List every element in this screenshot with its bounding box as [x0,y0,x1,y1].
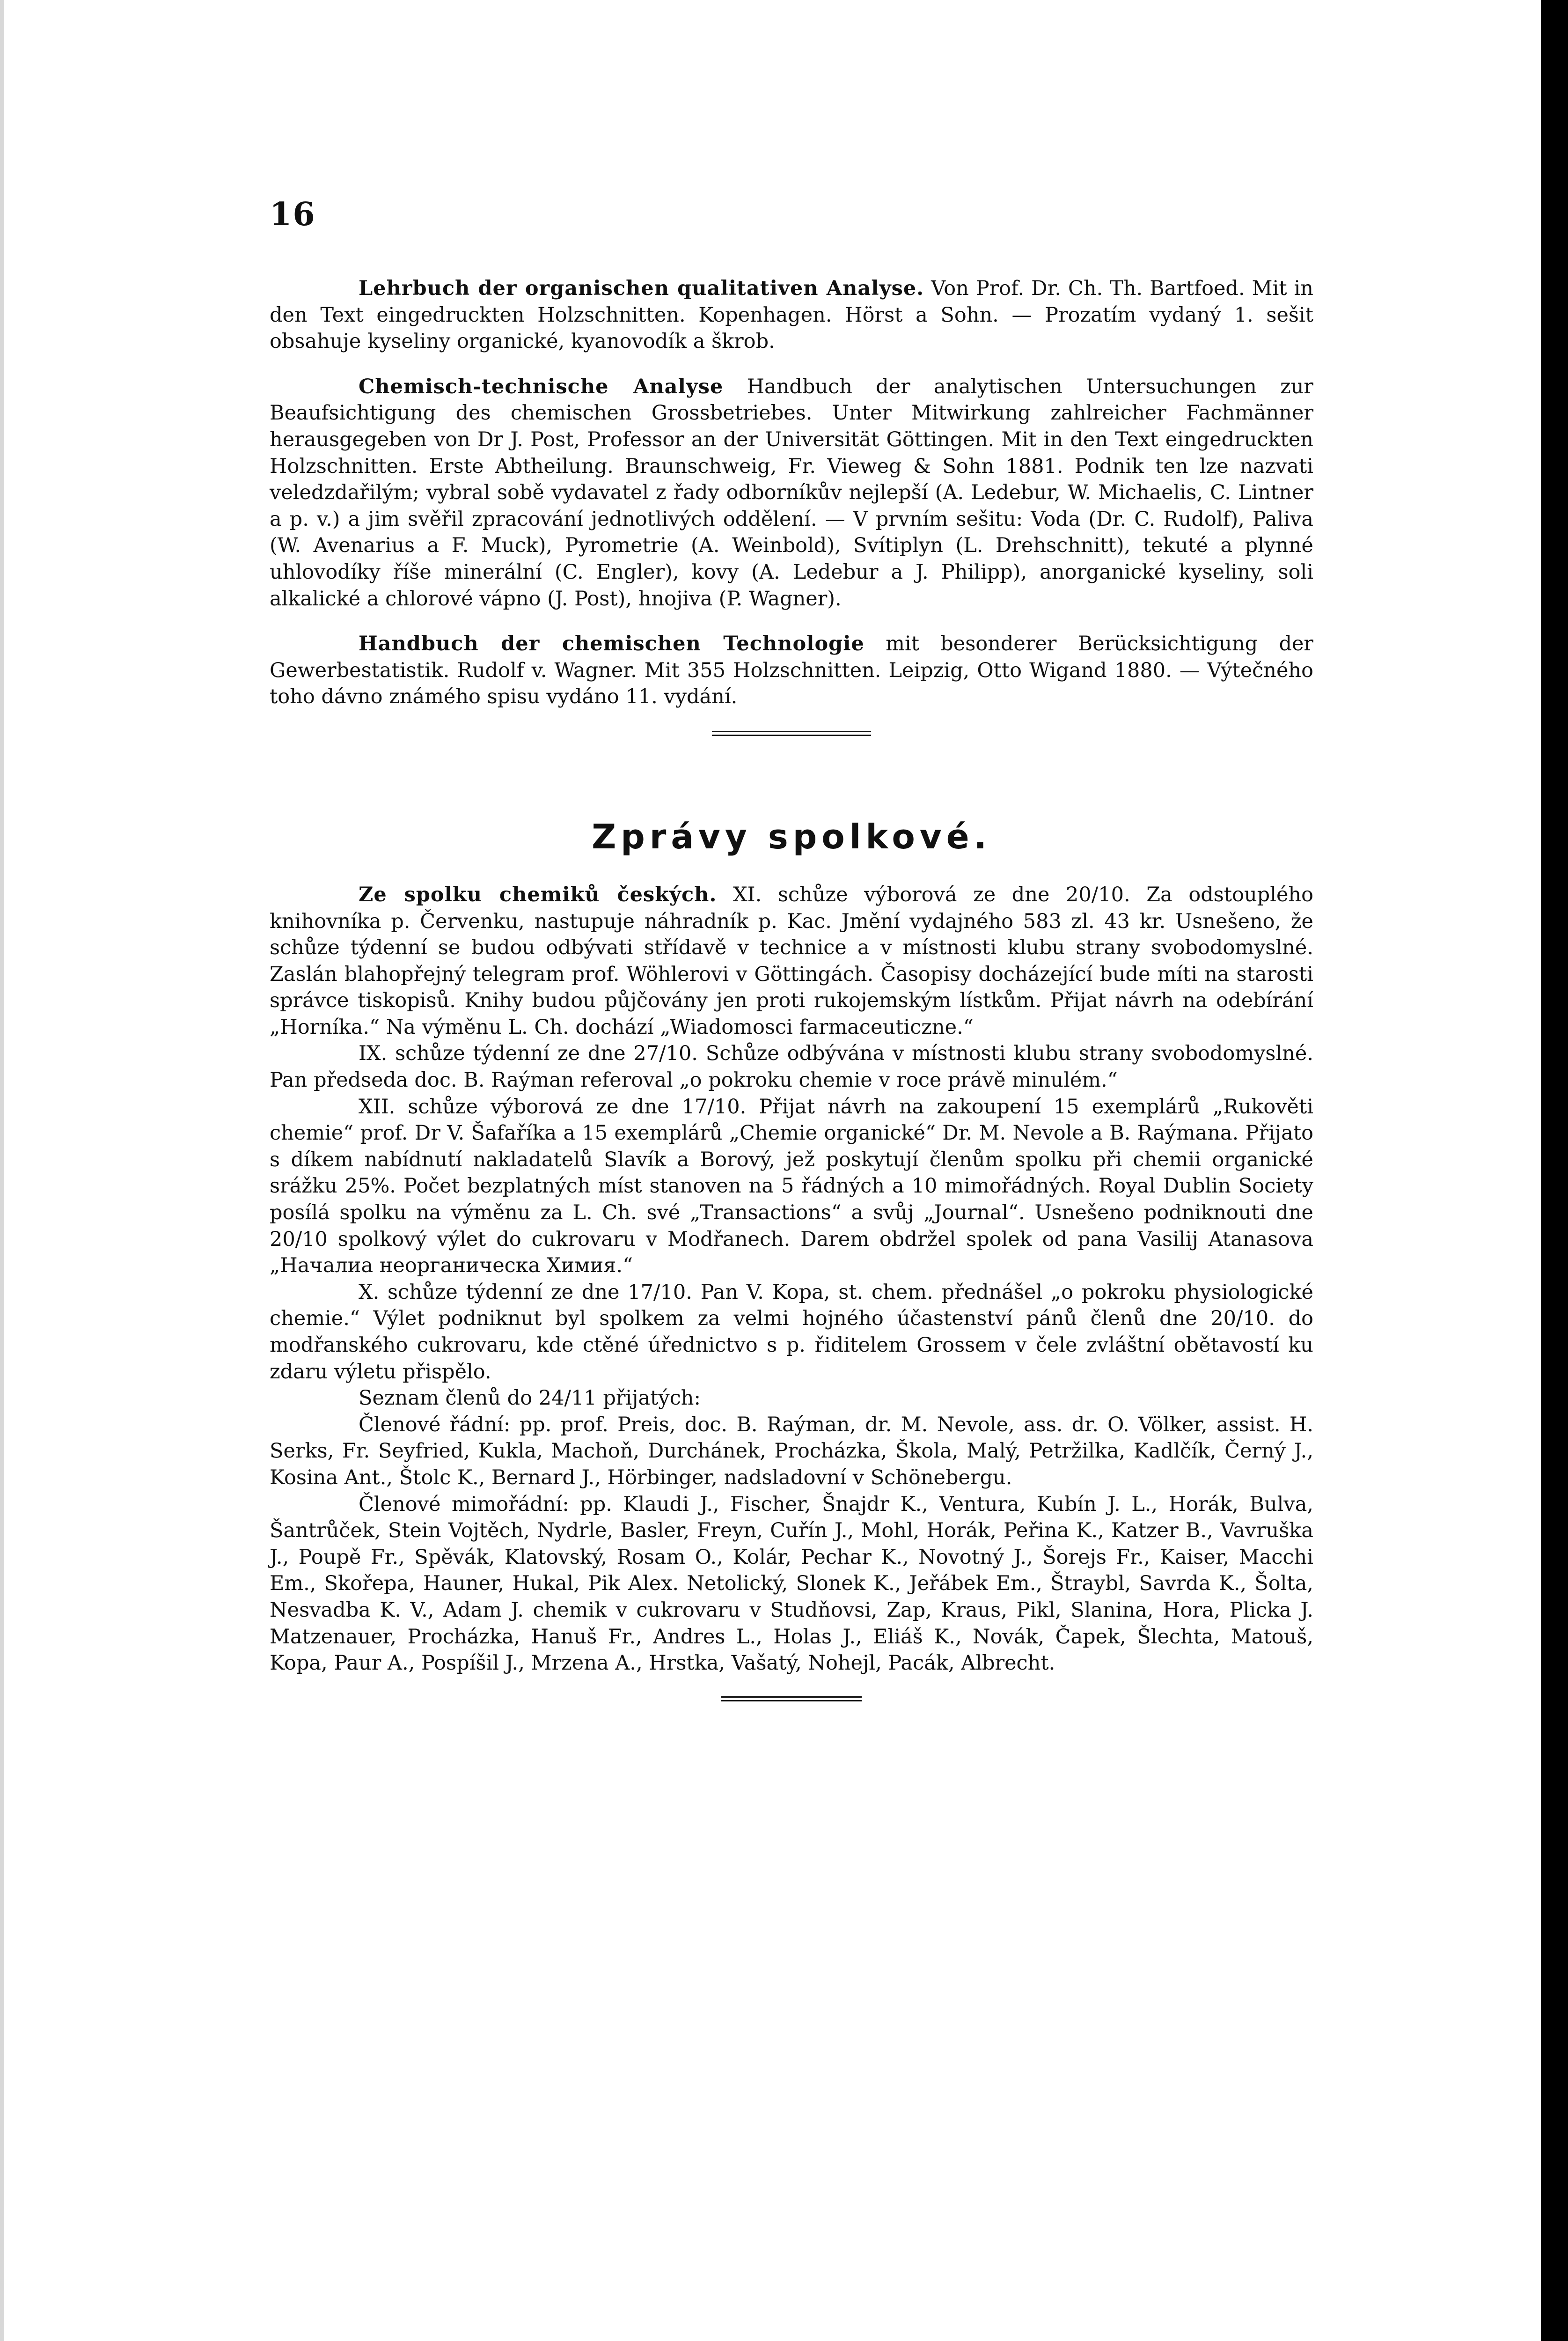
literature-entry [270,374,1313,612]
body-text [270,275,1313,1702]
literature-title: Handbuch der chemischen Technologie [359,632,865,656]
society-report [270,882,1313,1677]
literature-entry [270,631,1313,710]
section-title: Zprávy spolkové. [592,817,991,856]
end-divider [721,1695,862,1702]
scan-edge-right [1541,0,1568,2341]
scan-edge-left [0,0,4,2341]
literature-body: Handbuch der analytischen Untersuchungen zur Beaufsichtigung des chemischen Grossbetriebes. Unter Mitwirkung zahlreicher Fachmänner herausgegeben von Dr J. Post, Professor an der Universität Göttingen. Mit in den Text eingedruckten Holzschnitten. Erste Abtheilung. Braunschweig, Fr. Vieweg & Sohn 1881. Podnik ten lze nazvati veledzdařilým; vybral sobě vydavatel z řady odborníkův nejlepší (A. Ledebur, W. Michaelis, C. Lintner a p. v.) a jim svěřil zpracování jednotlivých oddělení. — V prvním sešitu: Voda (Dr. C. Rudolf), Paliva (W. Avenarius a F. Muck), Pyrometrie (A. Weinbold), Svítiplyn (L. Drehschnitt), tekuté a plynné uhlovodíky říše minerální (C. Engler), kovy (A. Ledebur a J. Philipp), anorganické kyseliny, soli alkalické a chlorové vápno (J. Post), hnojiva (P. Wagner). [270,375,1313,611]
literature-body: mit besonderer Berücksichtigung der Gewerbestatistik. Rudolf v. Wagner. Mit 355 Holzschnitten. Leipzig, Otto Wigand 1880. — Výtečného toho dávno známého spisu vydáno 11. vydání. [270,632,1313,709]
report-paragraph [270,882,1313,1041]
report-paragraph: IX. schůze týdenní ze dne 27/10. Schůze odbývána v místnosti klubu strany svobodomyslné. Pan předseda doc. B. Raýman referoval „o pokroku chemie v roce právě minulém.“ [270,1042,1313,1092]
literature-body: Von Prof. Dr. Ch. Th. Bartfoed. Mit in den Text eingedruckten Holzschnitten. Kopenhagen. Hörst a Sohn. — Prozatím vydaný 1. sešit obsahuje kyseliny organické, kyanovodík a škrob. [270,277,1313,353]
report-text: XI. schůze výborová ze dne 20/10. Za odstouplého knihovníka p. Červenku, nastupuje náhradník p. Kac. Jmění vydajného 583 zl. 43 kr. Usnešeno, že schůze týdenní se budou odbývati střídavě v technice a v místnosti klubu strany svobodomyslné. Zaslán blahopřejný telegram prof. Wöhlerovi v Göttingách. Časopisy docházející bude míti na starosti správce tiskopisů. Knihy budou půjčovány jen proti rukojemským lístkům. Přijat návrh na odebírání „Horníka.“ Na výměnu L. Ch. dochází „Wiadomosci farmaceuticzne.“ [270,883,1313,1039]
page-number: 16 [270,196,316,233]
report-paragraph: Členové řádní: pp. prof. Preis, doc. B. Raýman, dr. M. Nevole, ass. dr. O. Völker, assist. H. Serks, Fr. Seyfried, Kukla, Machoň, Durchánek, Procházka, Škola, Malý, Petržilka, Kadlčík, Černý J., Kosina Ant., Štolc K., Bernard J., Hörbinger, nadsladovní v Schönebergu. [270,1413,1313,1489]
report-paragraph: Seznam členů do 24/11 přijatých: [359,1386,701,1410]
literature-entry [270,275,1313,355]
page [253,0,1357,2341]
report-paragraph: Členové mimořádní: pp. Klaudi J., Fischer, Šnajdr K., Ventura, Kubín J. L., Horák, Bulva, Šantrůček, Stein Vojtěch, Nydrle, Basler, Freyn, Cuřín J., Mohl, Horák, Peřina K., Katzer B., Vavruška J., Poupě Fr., Spěvák, Klatovský, Rosam O., Kolár, Pechar K., Novotný J., Šorejs Fr., Kaiser, Macchi Em., Skořepa, Hauner, Hukal, Pik Alex. Netolický, Slonek K., Jeřábek Em., Štraybl, Savrda K., Šolta, Nesvadba K. V., Adam J. chemik v cukrovaru v Studňovsi, Zap, Kraus, Pikl, Slanina, Hora, Plicka J. Matzenauer, Procházka, Hanuš Fr., Andres L., Holas J., Eliáš K., Novák, Čapek, Šlechta, Matouš, Kopa, Paur A., Pospíšil J., Mrzena A., Hrstka, Vašatý, Nohejl, Pacák, Albrecht. [270,1492,1313,1675]
report-paragraph: XII. schůze výborová ze dne 17/10. Přijat návrh na zakoupení 15 exemplárů „Rukověti chemie“ prof. Dr V. Šafaříka a 15 exemplárů „Chemie organické“ Dr. M. Nevole a B. Raýmana. Přijato s díkem nabídnutí nakladatelů Slavík a Borový, jež poskytují členům spolku při chemii organické srážku 25%. Počet bezplatných míst stanoven na 5 řádných a 10 mimořádných. Royal Dublin Society posílá spolku na výměnu za L. Ch. své „Transactions“ a svůj „Journal“. Usnešeno podniknouti dne 20/10 spolkový výlet do cukrovaru v Modřanech. Darem obdržel spolek od pana Vasilij Atanasova „Началиа неорганическа Химия.“ [270,1095,1313,1278]
section-divider [712,730,871,736]
report-title: Ze spolku chemiků českých. [359,883,717,906]
report-paragraph: X. schůze týdenní ze dne 17/10. Pan V. Kopa, st. chem. přednášel „o pokroku physiologické chemie.“ Výlet podniknut byl spolkem za velmi hojného účastenství pánů členů dne 20/10. do modřanského cukrovaru, kde ctěné úřednictvo s p. řiditelem Grossem v čele zvláštní obětavostí ku zdaru výletu přispělo. [270,1280,1313,1384]
literature-title: Lehrbuch der organischen qualitativen Analyse. [359,277,924,300]
literature-title: Chemisch-technische Analyse [359,375,724,398]
